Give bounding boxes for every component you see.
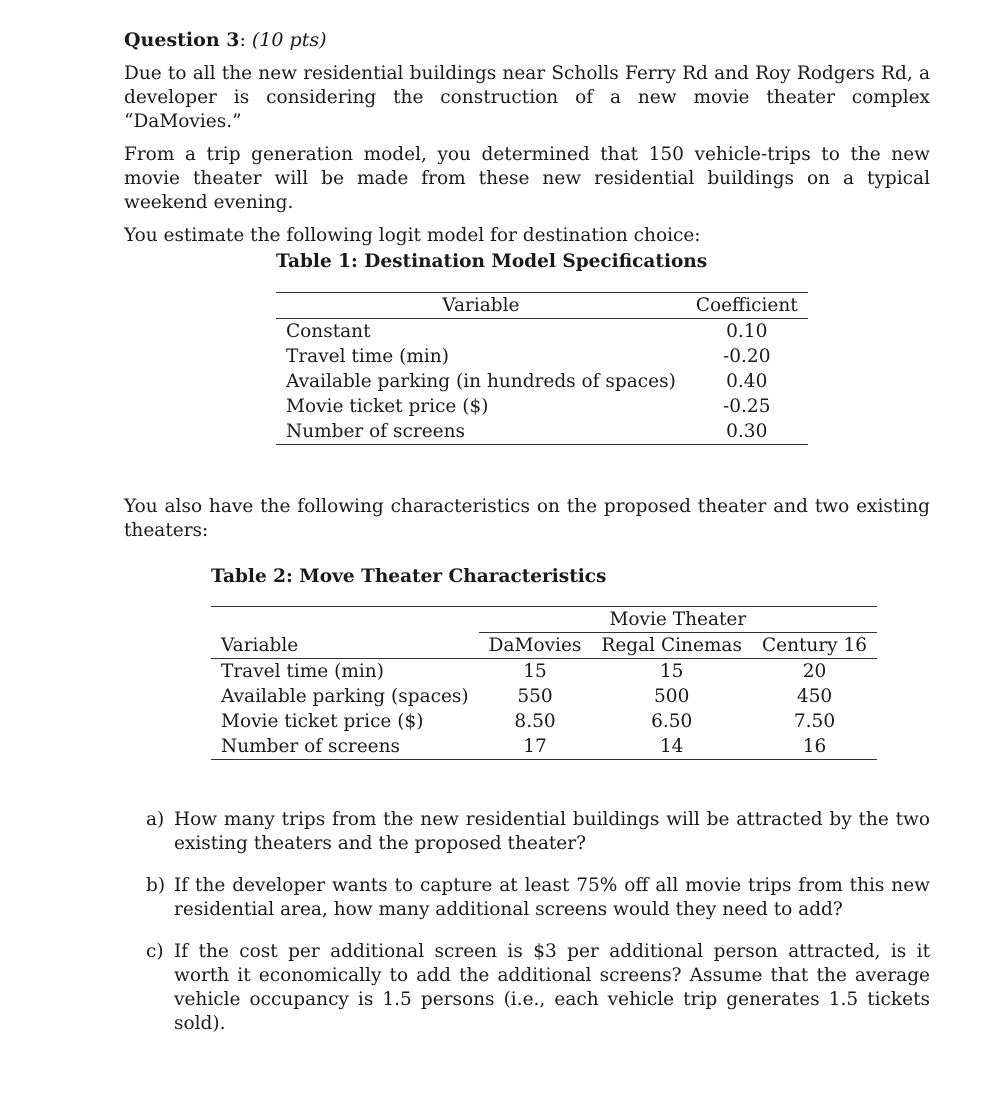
table2-cell-damovies: 15: [523, 661, 547, 682]
table-row: [211, 659, 877, 685]
question-title: [124, 28, 930, 52]
table-row: [276, 319, 808, 345]
table1-cell-variable: Movie ticket price ($): [286, 396, 489, 417]
table2-cell-damovies: 17: [523, 736, 547, 757]
table-row: [276, 394, 808, 419]
table1-cell-coefficient: -0.25: [723, 396, 771, 417]
table-row: [211, 709, 877, 734]
table2: [211, 606, 877, 760]
question-points: (10 pts): [251, 29, 327, 51]
list-item: [146, 940, 930, 1036]
table1-cell-coefficient: 0.30: [726, 421, 768, 442]
intro-paragraph: Due to all the new residential buildings near Scholls Ferry Rd and Roy Rodgers Rd, a developer is considering the construction of a new movie theater complex “DaMovies.”: [124, 63, 930, 132]
table1-header-variable: Variable: [442, 295, 520, 316]
table1-cell-coefficient: -0.20: [723, 346, 771, 367]
table-row: [211, 684, 877, 709]
table2-cell-variable: Available parking (spaces): [221, 686, 469, 707]
question-parts-list: [146, 808, 930, 1054]
table1-cell-variable: Constant: [286, 321, 371, 342]
table2-group-header: Movie Theater: [479, 607, 877, 633]
table-row: [276, 344, 808, 369]
table2-header-variable: Variable: [221, 634, 299, 656]
table2-block: [211, 565, 877, 760]
question-colon: :: [239, 29, 246, 51]
question-label: Question 3: [124, 29, 240, 51]
table2-cell-variable: Number of screens: [221, 736, 401, 757]
table2-cell-variable: Travel time (min): [221, 661, 384, 682]
table2-cell-regal: 14: [659, 736, 684, 757]
table1-header-row: [276, 293, 808, 319]
table1-block: [276, 250, 808, 445]
question-page: [124, 28, 930, 1034]
table2-cell-damovies: 550: [517, 686, 553, 707]
table1: [276, 292, 808, 445]
table2-header-row: [211, 633, 877, 659]
table1-cell-variable: Available parking (in hundreds of spaces): [286, 371, 676, 392]
table2-group-spacer: [211, 607, 479, 633]
part-text: If the developer wants to capture at least 75% off all movie trips from this new residential area, how many additional screens would they need to add?: [174, 875, 930, 920]
table1-caption: Table 1: Destination Model Specifications: [276, 251, 708, 272]
table-row: [276, 369, 808, 394]
table2-header-regal: Regal Cinemas: [601, 635, 742, 656]
part-marker: a): [146, 809, 165, 830]
table2-header-century: Century 16: [761, 635, 868, 656]
table2-cell-regal: 500: [654, 686, 690, 707]
list-item: [146, 874, 930, 922]
table1-cell-coefficient: 0.40: [726, 371, 768, 392]
table2-cell-regal: 15: [659, 661, 684, 682]
trip-generation-paragraph: From a trip generation model, you determined that 150 vehicle-trips to the new movie theater will be made from these new residential buildings on a typical weekend evening.: [124, 144, 930, 213]
table-row: [276, 419, 808, 445]
logit-intro-paragraph: You estimate the following logit model for destination choice:: [124, 225, 701, 246]
table2-cell-damovies: 8.50: [514, 711, 556, 732]
table2-cell-century: 16: [802, 736, 827, 757]
table2-header-damovies: DaMovies: [488, 635, 582, 656]
table2-cell-century: 450: [796, 686, 833, 707]
table-row: [211, 734, 877, 760]
part-text: If the cost per additional screen is $3 per additional person attracted, is it worth it economically to add the additional screens? Assume that the average vehicle occupancy is 1.5 persons (i.e., each vehicle trip generates 1.5 tickets sold).: [174, 941, 930, 1034]
table2-cell-century: 7.50: [793, 711, 836, 732]
table2-cell-regal: 6.50: [651, 711, 693, 732]
table1-header-coefficient: Coefficient: [695, 295, 798, 316]
part-marker: c): [146, 941, 164, 962]
table1-cell-variable: Number of screens: [286, 421, 466, 442]
table2-caption: Table 2: Move Theater Characteristics: [211, 566, 607, 587]
table2-cell-century: 20: [802, 661, 827, 682]
part-marker: b): [146, 875, 166, 896]
table1-cell-coefficient: 0.10: [726, 321, 768, 342]
part-text: How many trips from the new residential buildings will be attracted by the two existing theaters and the proposed theater?: [174, 809, 930, 854]
theater-characteristics-paragraph: You also have the following characteristics on the proposed theater and two existing theaters:: [124, 496, 930, 541]
table2-cell-variable: Movie ticket price ($): [221, 711, 424, 732]
table2-group-row: [211, 607, 877, 633]
list-item: [146, 808, 930, 856]
table1-cell-variable: Travel time (min): [286, 346, 449, 367]
